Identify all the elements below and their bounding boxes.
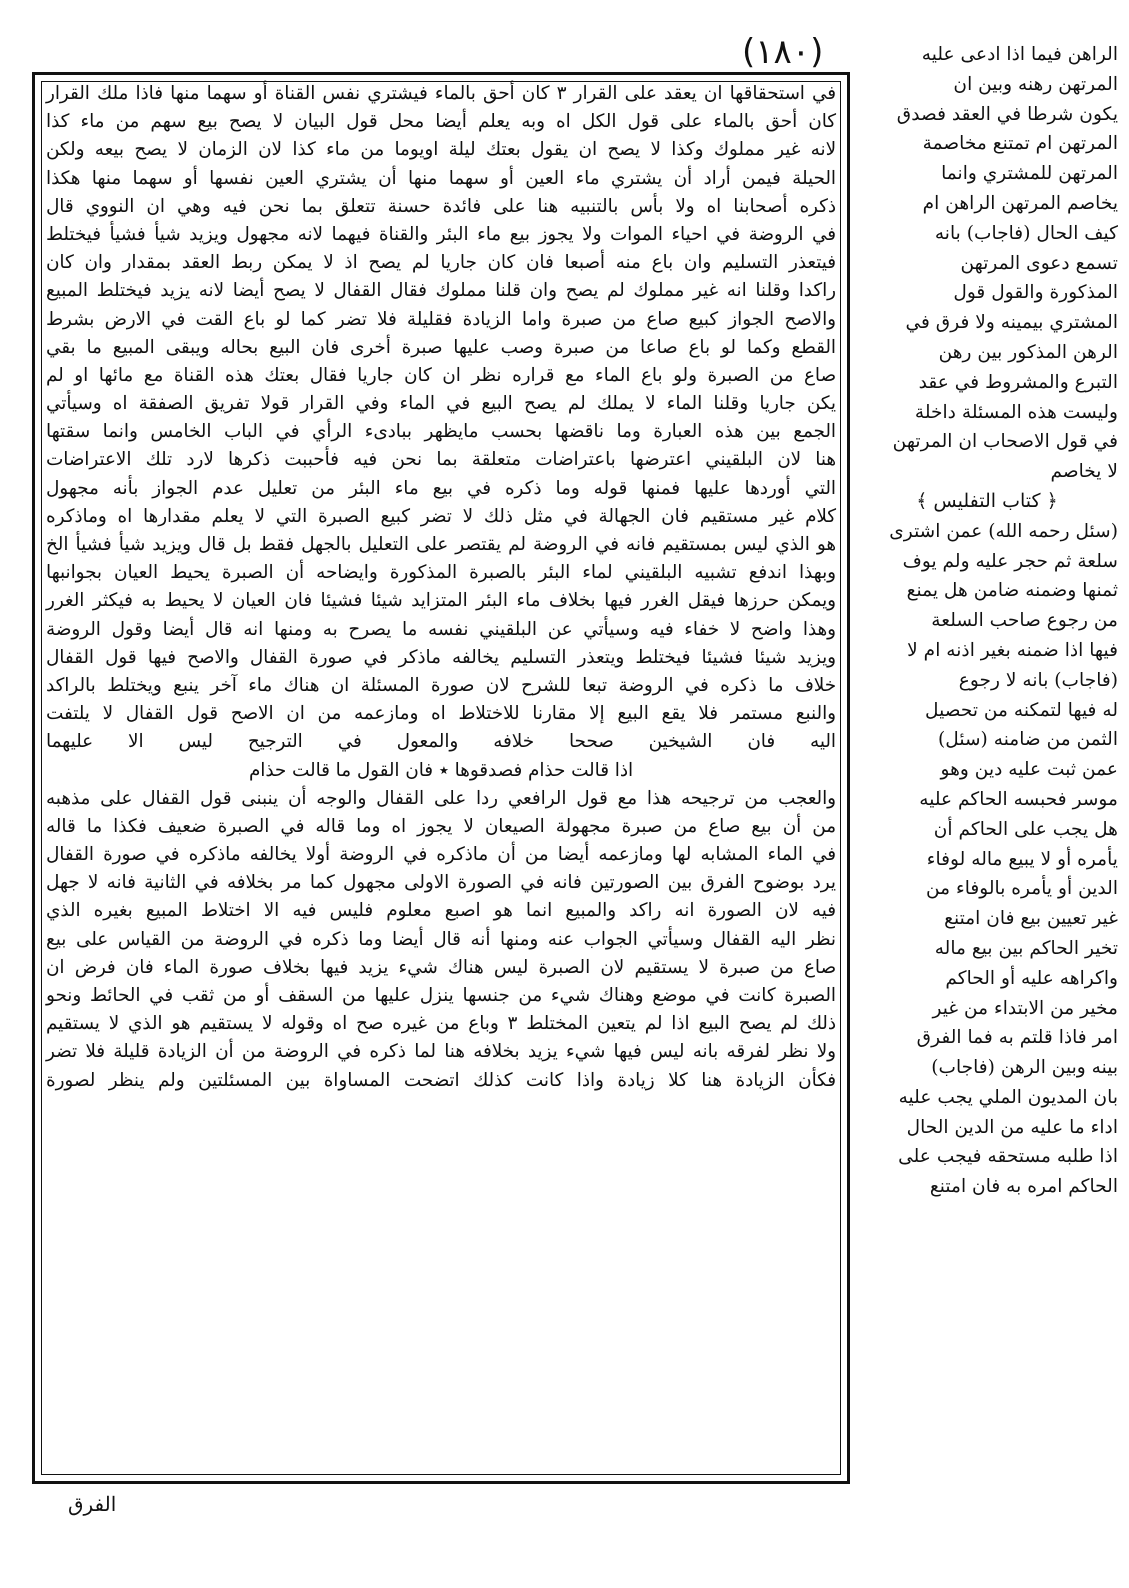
main-text-line: لانه غير مملوك وكذا لا يصح ان يقول بعتك ليلة اويوما من ماء كذا لان الزمان لا يصح بيعه ولكن — [46, 139, 836, 161]
page-number: (١٨٠) — [742, 32, 824, 72]
margin-text-line: كيف الحال (فاجاب) بانه — [934, 222, 1118, 244]
margin-text-line: هل يجب على الحاكم أن — [933, 818, 1118, 840]
margin-text-line: (فاجاب) بانه لا رجوع — [958, 669, 1118, 691]
main-text-line: الجمع بين هذه العبارة وما ناقضها بحسب مايظهر ببادىء الرأي في الباب الخامس وانما سقتها — [46, 421, 836, 443]
main-text-line: من أن بيع صاع من صبرة مجهولة الصيعان لا يجوز اه وما قاله في الصبرة ضعيف فكذا ما قاله — [46, 815, 836, 837]
main-text-line: وهذا واضح لا خفاء فيه وسيأتي عن البلقيني نفسه ما يصرح به ومنها انه قال أيضا وقول الروضة — [46, 618, 836, 640]
margin-text-line: سلعة ثم حجر عليه ولم يوف — [902, 550, 1118, 572]
main-text-line: ويمكن حرزها فيقل الغرر فيها بخلاف ماء البئر المتزايد شيئا فشيئا فان العيان لا يحيط به فيكثر الغرر — [46, 590, 836, 612]
main-text-line: كان أحق بالماء على قول الكل اه وبه يعلم أيضا محل قول البيان لا يصح بيع سهم من ماء كذا — [46, 111, 836, 133]
margin-text-line: فيها اذا ضمنه بغير اذنه ام لا — [907, 639, 1118, 661]
margin-text-line: واكراهه عليه أو الحاكم — [945, 967, 1118, 989]
main-text-line: راكدا وقلنا انه غير مملوك لم يصح وان قلنا مملوك فقال القفال لا يصح أيضا لانه يزيد فيختلط المبيع — [46, 280, 836, 302]
main-text-block — [42, 80, 840, 1478]
main-text-line: اليه فان الشيخين صححا خلافه والمعول في الترجيح ليس الا عليهما — [46, 731, 836, 753]
margin-text-line: الراهن فيما اذا ادعى عليه — [921, 44, 1118, 65]
main-text-line: فيه لان الصورة انه راكد والمبيع انما هو اصبع معلوم فليس فيه الا اختلاط المبيع بغيره الذي — [46, 900, 836, 922]
margin-text-line: المذكورة والقول قول — [953, 282, 1118, 304]
margin-text-line: الرهن المذكور بين رهن — [938, 341, 1118, 363]
margin-commentary — [856, 40, 1118, 1460]
margin-text-line: مخير من الابتداء من غير — [932, 997, 1118, 1019]
main-text-line: فكأن الزيادة هنا كلا زيادة واذا كانت كذلك اتضحت المساواة بين المسئلتين ولم ينظر لصورة — [46, 1069, 836, 1091]
main-text-line: ذكره أصحابنا اه ولا بأس بالتنبيه هنا على فائدة حسنة تتعلق بما نحن فيه وهي ان النووي قال — [46, 195, 836, 217]
main-text-line: والنبع مستمر فلا يقع البيع إلا مقارنا للاختلاط اه ومازعمه من ان الاصح قول القفال لا يلتفت — [46, 703, 836, 725]
margin-text-line: اداء ما عليه من الدين الحال — [906, 1116, 1118, 1138]
main-text-line: يكن جاريا وقلنا الماء لا يملك لم يصح البيع في الماء وفي القرار قولا تفريق الصفقة اه وسيأتي — [46, 393, 836, 415]
main-text-line: صاع من الصبرة ولو باع الماء مع قراره نظر ان كان جاريا فقال بعتك هذه القناة مع مائها او لم — [46, 364, 836, 386]
margin-text-line: من رجوع صاحب السلعة — [931, 610, 1118, 632]
main-text-line: ذلك لم يصح البيع اذا لم يتعين المختلط ٣ وباع من غيره صح اه وقوله لا يستقيم هو الذي لا يستقيم — [46, 1013, 836, 1035]
margin-text-line: الثمن من ضامنه (سئل) — [938, 729, 1118, 751]
margin-text-line: المرتهن للمشتري وانما — [941, 163, 1118, 185]
main-text-line: هو الذي ليس بمستقيم فانه في الروضة لم يقتصر على التعليل بالجهل فقط بل قال ويزيد شيأ فشيأ الخ — [46, 534, 836, 555]
main-text-line: نظر اليه القفال وسيأتي الجواب عنه ومنها أنه قال أيضا وما ذكره في الروضة من القياس على بيع — [46, 928, 836, 950]
margin-text-line: الحاكم امره به فان امتنع — [929, 1176, 1118, 1198]
main-text-line: التي أوردها عليها فمنها قوله وما ذكره في بيع ماء البئر من تعليل عدم الجواز بأنه مجهول — [46, 477, 836, 499]
margin-text-line: لا يخاصم — [1050, 461, 1118, 483]
margin-text-line: وليست هذه المسئلة داخلة — [914, 401, 1118, 423]
main-text-line: كلام غير مستقيم فان الجهالة في مثل ذلك لا تضر كبيع الصبرة التي لا يعلم مقدارها اه وماذكره — [46, 505, 836, 527]
margin-text-line: اذا طلبه مستحقه فيجب على — [898, 1146, 1118, 1168]
margin-text-line: ثمنها وضمنه ضامن هل يمنع — [906, 580, 1118, 602]
main-text-line: صاع من صبرة لا يستقيم لان الصبرة ليس هناك شيء يزيد فيها بخلاف صورة الماء فان فرض ان — [46, 956, 836, 978]
margin-text-line: المشتري بيمينه ولا فرق في — [905, 312, 1118, 334]
margin-text-line: يكون شرطا في العقد فصدق — [896, 103, 1118, 125]
main-text-line: في الروضة في احياء الموات ولا يجوز بيع ماء البئر والقناة فيهما لانه مجهول ويزيد شيأ فشيأ فيختلط — [46, 223, 836, 245]
margin-text-line: بينه وبين الرهن (فاجاب) — [931, 1057, 1118, 1079]
main-text-line: خلاف ما ذكره في الروضة تبعا للشرح لان صورة المسئلة ان هناك ماء آخر ينبع ويختلط بالراكد — [46, 674, 836, 696]
main-text-line: الحيلة فيمن أراد أن يشتري ماء العين أو سهما منها أن يشتري العين نفسها أو سهما منها هكذا — [46, 167, 836, 189]
margin-text-line: المرتهن ام تمتنع مخاصمة — [922, 133, 1118, 155]
margin-text-line: غير تعيين بيع فان امتنع — [944, 908, 1118, 930]
margin-text-line: تسمع دعوى المرتهن — [960, 252, 1118, 274]
margin-text-line: التبرع والمشروط في عقد — [918, 371, 1118, 393]
main-text-line: اذا قالت حذام فصدقوها ٭ فان القول ما قالت حذام — [248, 759, 634, 781]
main-text-line: ولا نظر لفرقه بانه ليس فيها شيء يزيد بخلافه هنا لما ذكره في الروضة من أن الزيادة قليلة فلا تضر — [46, 1041, 836, 1063]
main-text-line: ويزيد شيئا فشيئا فيختلط ويتعذر التسليم يخالفه ماذكر في صورة القفال والاصح فيها قول القفال — [46, 646, 836, 668]
chapter-heading: ﴿ كتاب التفليس ﴾ — [916, 489, 1058, 512]
catchword: الفرق — [68, 1492, 117, 1516]
main-text-line: يرد بوضوح الفرق بين الصورتين فانه في الصورة الاولى مجهول كما مر بخلافه في الثانية فانه لا جهل — [46, 872, 836, 894]
main-text-line: الصبرة كانت في موضع وهناك شيء من جنسها ينزل عليها من السقف أو من ثقب في الحائط ونحو — [46, 985, 836, 1006]
main-text-line: في الماء المشابه لها ومازعمه أيضا من أن ماذكره في الروضة أولا يخالفه ماذكره في صورة القفال — [46, 844, 836, 866]
margin-text-line: (سئل رحمه الله) عمن اشترى — [889, 520, 1118, 542]
main-text-line: وبهذا اندفع تشبيه البلقيني لماء البئر بالصبرة المذكورة وايضاحه أن الصبرة يحيط العيان بجوانبها — [46, 562, 836, 584]
main-text-line: هنا لان البلقيني اعترضها باعتراضات متعلقة بما نحن فيه فأحببت ذكرها لارد تلك الاعتراضات — [46, 449, 836, 471]
main-text-line: فيتعذر التسليم وان باع منه أصبعا فان كان جاريا لم يصح اذ لا يمكن ربط العقد بمقدار وان كان — [46, 252, 836, 274]
main-text-line: والاصح الجواز كبيع صاع من صبرة واما الزيادة فقليلة فلا تضر كما لو باع القت في الارض بشرط — [46, 308, 836, 330]
margin-text-line: يخاصم المرتهن الراهن ام — [922, 192, 1118, 214]
main-text-line: والعجب من ترجيحه هذا مع قول الرافعي ردا على القفال والوجه أن ينبنى قول القفال على مذهبه — [46, 787, 836, 809]
margin-text-line: بان المديون الملي يجب عليه — [898, 1086, 1118, 1108]
margin-text-line: الدين أو يأمره بالوفاء من — [925, 878, 1118, 900]
margin-text-line: المرتهن رهنه وبين ان — [953, 73, 1118, 95]
margin-text-line: في قول الاصحاب ان المرتهن — [892, 431, 1118, 453]
main-text-line: القطع وكما لو باع صاعا من صبرة وصب عليها صبرة أخرى فان البيع بحاله ويبقى المبيع ما بقي — [46, 336, 836, 358]
margin-text-line: له فيها لتمكنه من تحصيل — [925, 699, 1118, 721]
margin-text-line: يأمره أو لا يبيع ماله لوفاء — [926, 848, 1118, 870]
margin-text-line: موسر فحبسه الحاكم عليه — [919, 788, 1118, 810]
main-text-line: في استحقاقها ان يعقد على القرار ٣ كان أحق بالماء فيشتري نفس القناة أو سهما منها فاذا ملك القرار — [46, 83, 836, 104]
margin-text-line: امر فاذا قلتم به فما الفرق — [916, 1027, 1118, 1049]
margin-text-line: تخير الحاكم بين بيع ماله — [934, 937, 1118, 959]
margin-text-line: عمن ثبت عليه دين وهو — [940, 759, 1118, 781]
